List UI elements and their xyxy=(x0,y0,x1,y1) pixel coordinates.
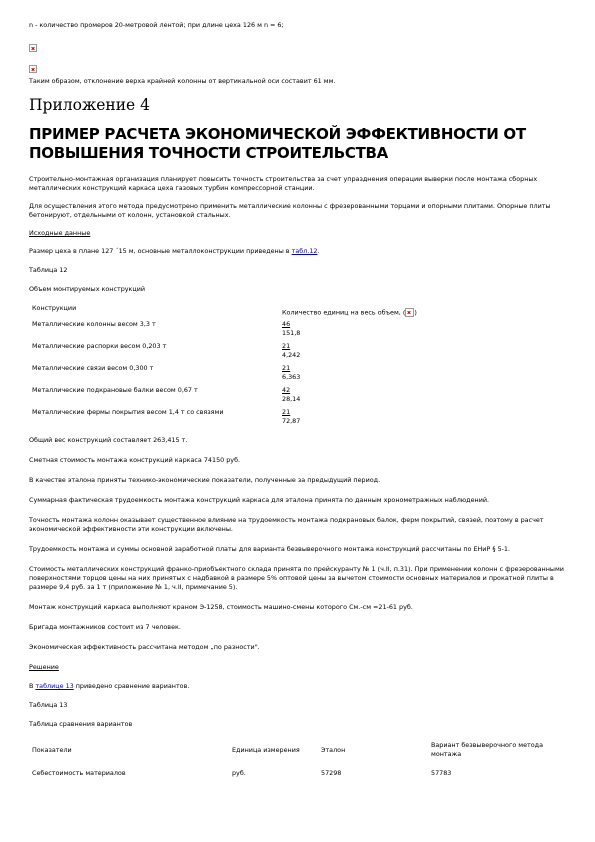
table-header-cell: Конструкции xyxy=(32,304,77,312)
crane-paragraph: Монтаж конструкций каркаса выполняют краном Э-1258, стоимость машино-смены которого См.-см =21-61 руб. xyxy=(29,602,413,611)
table12-label: Таблица 12 xyxy=(29,266,68,274)
table12-caption: Объем монтируемых конструкций xyxy=(29,285,146,293)
paragraph-intro: Строительно-монтажная организация планирует повысить точность строительства за счет упразднения операции выверки после монтажа сборных металлических конструкций каркаса цеха газовых турбин компрессорной станции. xyxy=(29,175,538,192)
broken-image-1 xyxy=(29,37,566,47)
broken-image-icon xyxy=(29,44,37,52)
total-weight: Общий вес конструкций составляет 263,415 т. xyxy=(29,435,188,444)
table-cell-name: Металлические фермы покрытия весом 1,4 т со связями xyxy=(32,407,224,416)
table-cell-qty: 42 28,14 xyxy=(282,385,301,403)
cost-paragraph: Стоимость металлических конструкций франко-приобъектного склада принята по прейскуранту № 1 (ч.II, п.31). При применении колонн с фрезерованными поверхностями торцов цены на них принятых с надбавкой в размере 5% оптовой цены за вычетом стоимости основных материалов и прокатной плиты в размере 9,4 руб. за 1 т (приложение № 1, ч.II, примечание 5). xyxy=(29,564,564,591)
comparison-line: В таблице 13 приведено сравнение вариантов. xyxy=(29,681,190,690)
table-cell: 57298 xyxy=(321,768,342,777)
table13-label: Таблица 13 xyxy=(29,700,68,709)
indicators-paragraph: В качестве эталона приняты технико-экономические показатели, полученные за предыдущий период. xyxy=(29,475,381,484)
solution-link[interactable]: Решение xyxy=(29,662,59,671)
table-12 xyxy=(32,304,417,426)
table13-caption: Таблица сравнения вариантов xyxy=(29,719,133,728)
effect-paragraph: Экономическая эффективность рассчитана методом „по разности". xyxy=(29,642,260,651)
source-data-link[interactable]: Исходные данные xyxy=(29,229,91,237)
table-cell-name: Металлические распорки весом 0,203 т xyxy=(32,341,167,350)
table-cell-name: Металлические колонны весом 3,3 т xyxy=(32,319,156,328)
table-header-cell: Показатели xyxy=(32,745,72,754)
table-cell-name: Металлические связи весом 0,300 т xyxy=(32,363,154,372)
table-cell-name: Металлические подкрановые балки весом 0,67 т xyxy=(32,385,198,394)
deviation-text: Таким образом, отклонение верха крайней колонны от вертикальной оси составит 61 мм. xyxy=(29,77,336,85)
table-row xyxy=(32,404,417,426)
formula-note: n - количество промеров 20-метровой лентой; при длине цеха 126 м n = 6; xyxy=(29,21,284,29)
estimated-cost: Сметная стоимость монтажа конструкций каркаса 74150 руб. xyxy=(29,455,241,464)
size-line-text: Размер цеха в плане 127 ´15 м, основные металлоконструкции приведены в xyxy=(29,247,290,255)
accuracy-paragraph: Точность монтажа колонн оказывает существенное влияние на трудоемкость монтажа подкрановых балок, ферм покрытий, связей, поэтому в расчет экономической эффективности эти конструкции включены. xyxy=(29,515,544,533)
table-row xyxy=(32,382,417,404)
appendix-heading: Приложение 4 xyxy=(29,96,151,114)
size-line: Размер цеха в плане 127 ´15 м, основные металлоконструкции приведены в табл.12. xyxy=(29,247,320,255)
table12-link[interactable]: табл.12 xyxy=(291,247,318,255)
table-13 xyxy=(32,741,561,778)
paragraph-method: Для осуществления этого метода предусмотрено применить металлические колонны с фрезерованными торцами и опорными плитами. Опорные плиты бетонируют, отдельными от колонн, установкой стальных. xyxy=(29,202,551,219)
broken-image-icon xyxy=(29,65,37,73)
table-header-row xyxy=(32,304,417,318)
solution-link-row xyxy=(29,663,566,672)
table-row xyxy=(32,759,561,778)
source-data-link-row xyxy=(29,229,566,238)
table-cell: Себестоимость материалов xyxy=(32,768,126,777)
table-cell: руб. xyxy=(232,768,246,777)
labour-paragraph: Суммарная фактическая трудоемкость монтажа конструкций каркаса для эталона принята по данным хронометражных наблюдений. xyxy=(29,495,490,504)
table-row xyxy=(32,338,417,360)
table13-link[interactable]: таблице 13 xyxy=(35,681,74,690)
table-row xyxy=(32,318,417,338)
table-header-cell: Единица измерения xyxy=(232,745,300,754)
table-cell-qty: 21 72,87 xyxy=(282,407,301,425)
main-title: ПРИМЕР РАСЧЕТА ЭКОНОМИЧЕСКОЙ ЭФФЕКТИВНОСТИ ОТ ПОВЫШЕНИЯ ТОЧНОСТИ СТРОИТЕЛЬСТВА xyxy=(29,125,526,162)
table-row xyxy=(32,360,417,382)
table-header-cell: Эталон xyxy=(321,745,346,754)
labour-calc-paragraph: Трудоемкость монтажа и суммы основной заработной платы для варианта безвыверочного монтажа конструкций рассчитаны по ЕНиР § 5-1. xyxy=(29,544,511,553)
table-header-cell: Вариант безвыверочного метода монтажа xyxy=(431,740,543,758)
table-cell-qty: 46 151,8 xyxy=(282,319,301,337)
brigade-paragraph: Бригада монтажников состоит из 7 человек. xyxy=(29,622,181,631)
table-header-cell: Количество единиц на весь объем, ( ) xyxy=(282,308,417,317)
broken-image-icon xyxy=(405,308,414,317)
table-cell: 57783 xyxy=(431,768,452,777)
table-cell-qty: 21 6,363 xyxy=(282,363,301,381)
table-header-row xyxy=(32,741,561,759)
table-cell-qty: 21 4,242 xyxy=(282,341,301,359)
broken-image-2 xyxy=(29,58,566,68)
